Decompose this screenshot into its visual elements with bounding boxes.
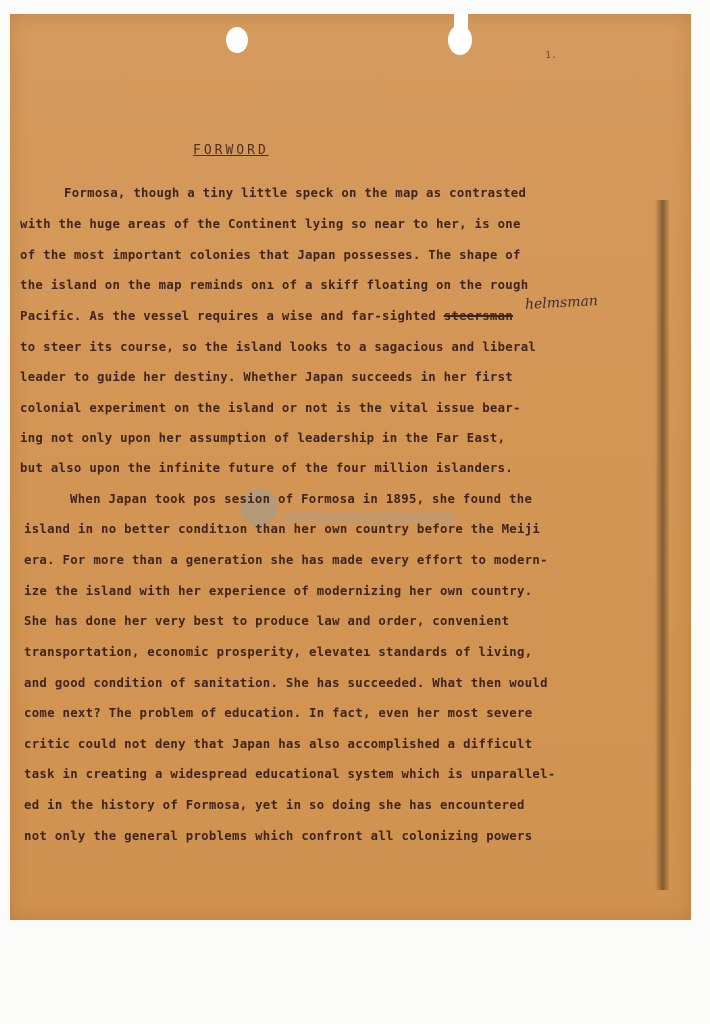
- text-line: with the huge areas of the Continent lying so near to her, is one: [20, 217, 521, 231]
- text-line: colonial experiment on the island or not is the vital issue bear-: [20, 401, 521, 415]
- paper-shadow-edge: [655, 200, 669, 890]
- text-line: of the most important colonies that Japan possesses. The shape of: [20, 248, 521, 262]
- text-line: She has done her very best to produce law and order, convenient: [24, 614, 510, 628]
- text-line: ing not only upon her assumption of leadership in the Far East,: [20, 431, 506, 445]
- text-line: Formosa, though a tiny little speck on the map as contrasted: [64, 186, 527, 200]
- text-line: leader to guide her destiny. Whether Japan succeeds in her first: [20, 370, 514, 384]
- punch-hole-left: [226, 27, 248, 53]
- struck-word: steersman: [443, 309, 514, 323]
- page-number: 1.: [545, 50, 558, 61]
- text-line: transportation, economic prosperity, elevateı standards of living,: [24, 645, 533, 659]
- text-line: not only the general problems which confront all colonizing powers: [24, 829, 533, 843]
- text-line: era. For more than a generation she has made every effort to modern-: [24, 553, 548, 567]
- text-line: the island on the map reminds onı of a skiff floating on the rough: [20, 278, 529, 292]
- text-line: critic could not deny that Japan has also accomplished a difficult: [24, 737, 533, 751]
- text-line-segment: Pacific. As the vessel requires a wise and far-sighted: [20, 309, 444, 323]
- handwritten-correction: helmsman: [524, 293, 599, 313]
- text-line: When Japan took pos seѕion of Formosa in 1895, she found the: [70, 492, 533, 506]
- punch-hole-tear: [454, 14, 468, 28]
- text-line: and good condition of sanitation. She has succeeded. What then would: [24, 676, 548, 690]
- text-line: come next? The problem of education. In fact, even her most severe: [24, 706, 533, 720]
- text-line: ize the island with her experience of modernizing her own country.: [24, 584, 533, 598]
- text-line: island in no better conditıon than her own country before the Meiji: [24, 522, 541, 536]
- text-line: ed in the history of Formosa, yet in so doing she has encountered: [24, 798, 525, 812]
- text-line: to steer its course, so the island looks to a sagacious and liberal: [20, 340, 537, 354]
- text-line: [20, 309, 513, 323]
- page-title: FORWORD: [193, 143, 269, 158]
- text-line: task in creating a widespread educational system which is unparallel-: [24, 767, 556, 781]
- punch-hole-right: [448, 25, 472, 55]
- text-line: but also upon the infinite future of the four million islanders.: [20, 461, 514, 475]
